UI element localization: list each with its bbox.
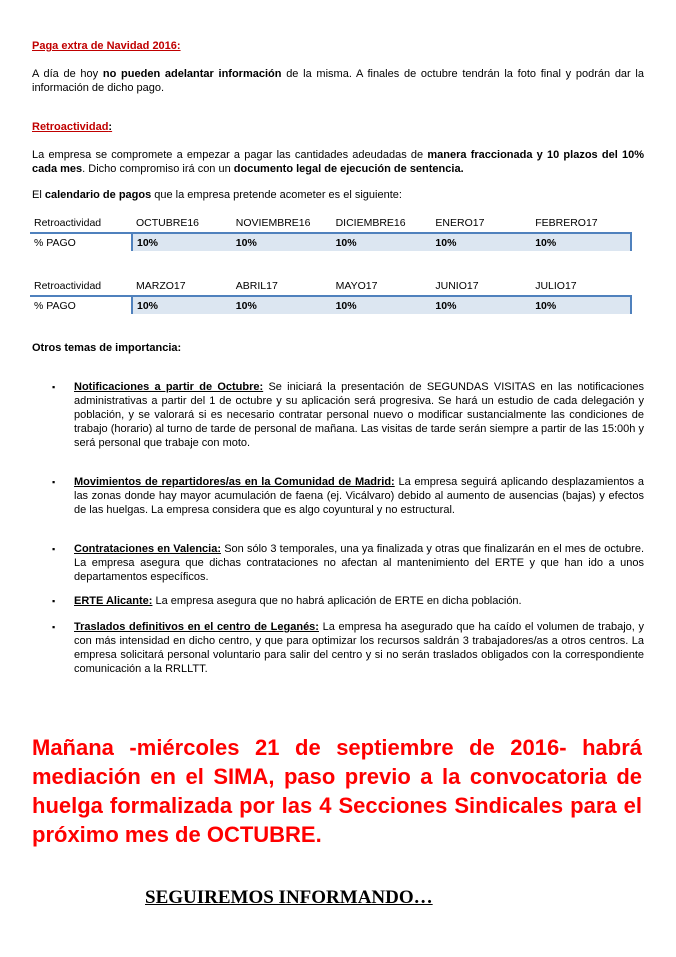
announcement: Mañana -miércoles 21 de septiembre de 2016- habrá mediación en el SIMA, paso previo a la convocatoria de huelga formalizada por las 4 Secciones Sindicales para el próximo mes de OCTUBRE. bbox=[32, 735, 642, 847]
bullet-icon: ▪ bbox=[52, 544, 56, 554]
schedule-month: NOVIEMBRE16 bbox=[235, 217, 311, 229]
schedule-header-row bbox=[30, 277, 631, 296]
schedule-value: 10% bbox=[431, 296, 531, 314]
bullet-icon: ▪ bbox=[52, 596, 56, 606]
schedule-value: 10% bbox=[132, 296, 232, 314]
schedule-month: MAYO17 bbox=[335, 280, 378, 292]
list-item: ▪ Traslados definitivos en el centro de Leganés: La empresa ha asegurado que ha caído el volumen de trabajo, y con más intensidad en dicho centro, y que para optimizar los recursos saldrán 3 trabajadores/as a otros centros. La empresa solicitará personal voluntario para salir del centro y si no serán traslados obligados con la correspondiente comunicación a la RRLLTT. bbox=[52, 621, 644, 675]
schedule-header-label: Retroactividad bbox=[34, 280, 102, 292]
schedule-value: 10% bbox=[232, 233, 332, 251]
payment-schedule-table-2 bbox=[30, 277, 632, 314]
list-item: ▪ Movimientos de repartidores/as en la Comunidad de Madrid: La empresa seguirá aplicando desplazamientos a las zonas donde hay mayor acumulación de faena (ej. Vicálvaro) debido al aumento de ausencias (bajas) y efectos de las huelgas. La empresa considera que es algo coyuntural y no estructural. bbox=[52, 476, 644, 516]
schedule-header-row bbox=[30, 214, 631, 233]
bullet-icon: ▪ bbox=[52, 477, 56, 487]
bullet-icon: ▪ bbox=[52, 622, 56, 632]
extra-pay-title: Paga extra de Navidad 2016: bbox=[32, 40, 181, 52]
schedule-value: 10% bbox=[332, 296, 432, 314]
retro-paragraph-2: El calendario de pagos que la empresa pretende acometer es el siguiente: bbox=[32, 189, 402, 201]
bullet-icon: ▪ bbox=[52, 382, 56, 392]
schedule-month: FEBRERO17 bbox=[535, 217, 598, 229]
extra-pay-paragraph: A día de hoy no pueden adelantar información de la misma. A finales de octubre tendrán la foto final y podrán dar la información de dicho pago. bbox=[32, 68, 644, 94]
schedule-value: 10% bbox=[431, 233, 531, 251]
payment-schedule-table-1 bbox=[30, 214, 632, 251]
schedule-value: 10% bbox=[531, 296, 631, 314]
list-item: ▪ ERTE Alicante: La empresa asegura que no habrá aplicación de ERTE en dicha población. bbox=[52, 595, 522, 607]
schedule-percent-row bbox=[30, 233, 631, 251]
others-title: Otros temas de importancia: bbox=[32, 342, 182, 354]
retro-title: Retroactividad: bbox=[32, 121, 113, 133]
schedule-row-label: % PAGO bbox=[30, 296, 132, 314]
schedule-value: 10% bbox=[132, 233, 232, 251]
list-item: ▪ Contrataciones en Valencia: Son sólo 3 temporales, una ya finalizada y otras que finalizarán en el mes de octubre. La empresa asegura que dichas contrataciones no afectan al mantenimiento del ERTE y que han ido a unos departamentos específicos. bbox=[52, 543, 644, 583]
schedule-month: ENERO17 bbox=[435, 217, 485, 229]
schedule-row-label: % PAGO bbox=[30, 233, 132, 251]
schedule-month: DICIEMBRE16 bbox=[335, 217, 406, 229]
schedule-month: JUNIO17 bbox=[435, 280, 479, 292]
schedule-value: 10% bbox=[232, 296, 332, 314]
schedule-header-label: Retroactividad bbox=[34, 217, 102, 229]
schedule-month: JULIO17 bbox=[535, 280, 577, 292]
schedule-percent-row bbox=[30, 296, 631, 314]
schedule-month: OCTUBRE16 bbox=[136, 217, 200, 229]
retro-paragraph-1: La empresa se compromete a empezar a pagar las cantidades adeudadas de manera fraccionada y 10 plazos del 10% cada mes. Dicho compromiso irá con un documento legal de ejecución de sentencia. bbox=[32, 149, 644, 175]
list-item: ▪ Notificaciones a partir de Octubre: Se iniciará la presentación de SEGUNDAS VISITAS en las notificaciones administrativas a partir del 1 de octubre y su aplicación será progresiva. Se hará un estudio de cada delegación y población, y se valorará si es necesario contratar personal nuevo o modificar sustancialmente las condiciones de trabajo (horario) al turno de tarde de personal de mañana. Las visitas de tarde serán siempre a partir de las 15:00h y será personal que trabaje con moto. bbox=[52, 381, 644, 449]
schedule-month: MARZO17 bbox=[136, 280, 186, 292]
schedule-value: 10% bbox=[531, 233, 631, 251]
schedule-value: 10% bbox=[332, 233, 432, 251]
schedule-month: ABRIL17 bbox=[235, 280, 278, 292]
closing-text: SEGUIREMOS INFORMANDO… bbox=[145, 887, 433, 908]
